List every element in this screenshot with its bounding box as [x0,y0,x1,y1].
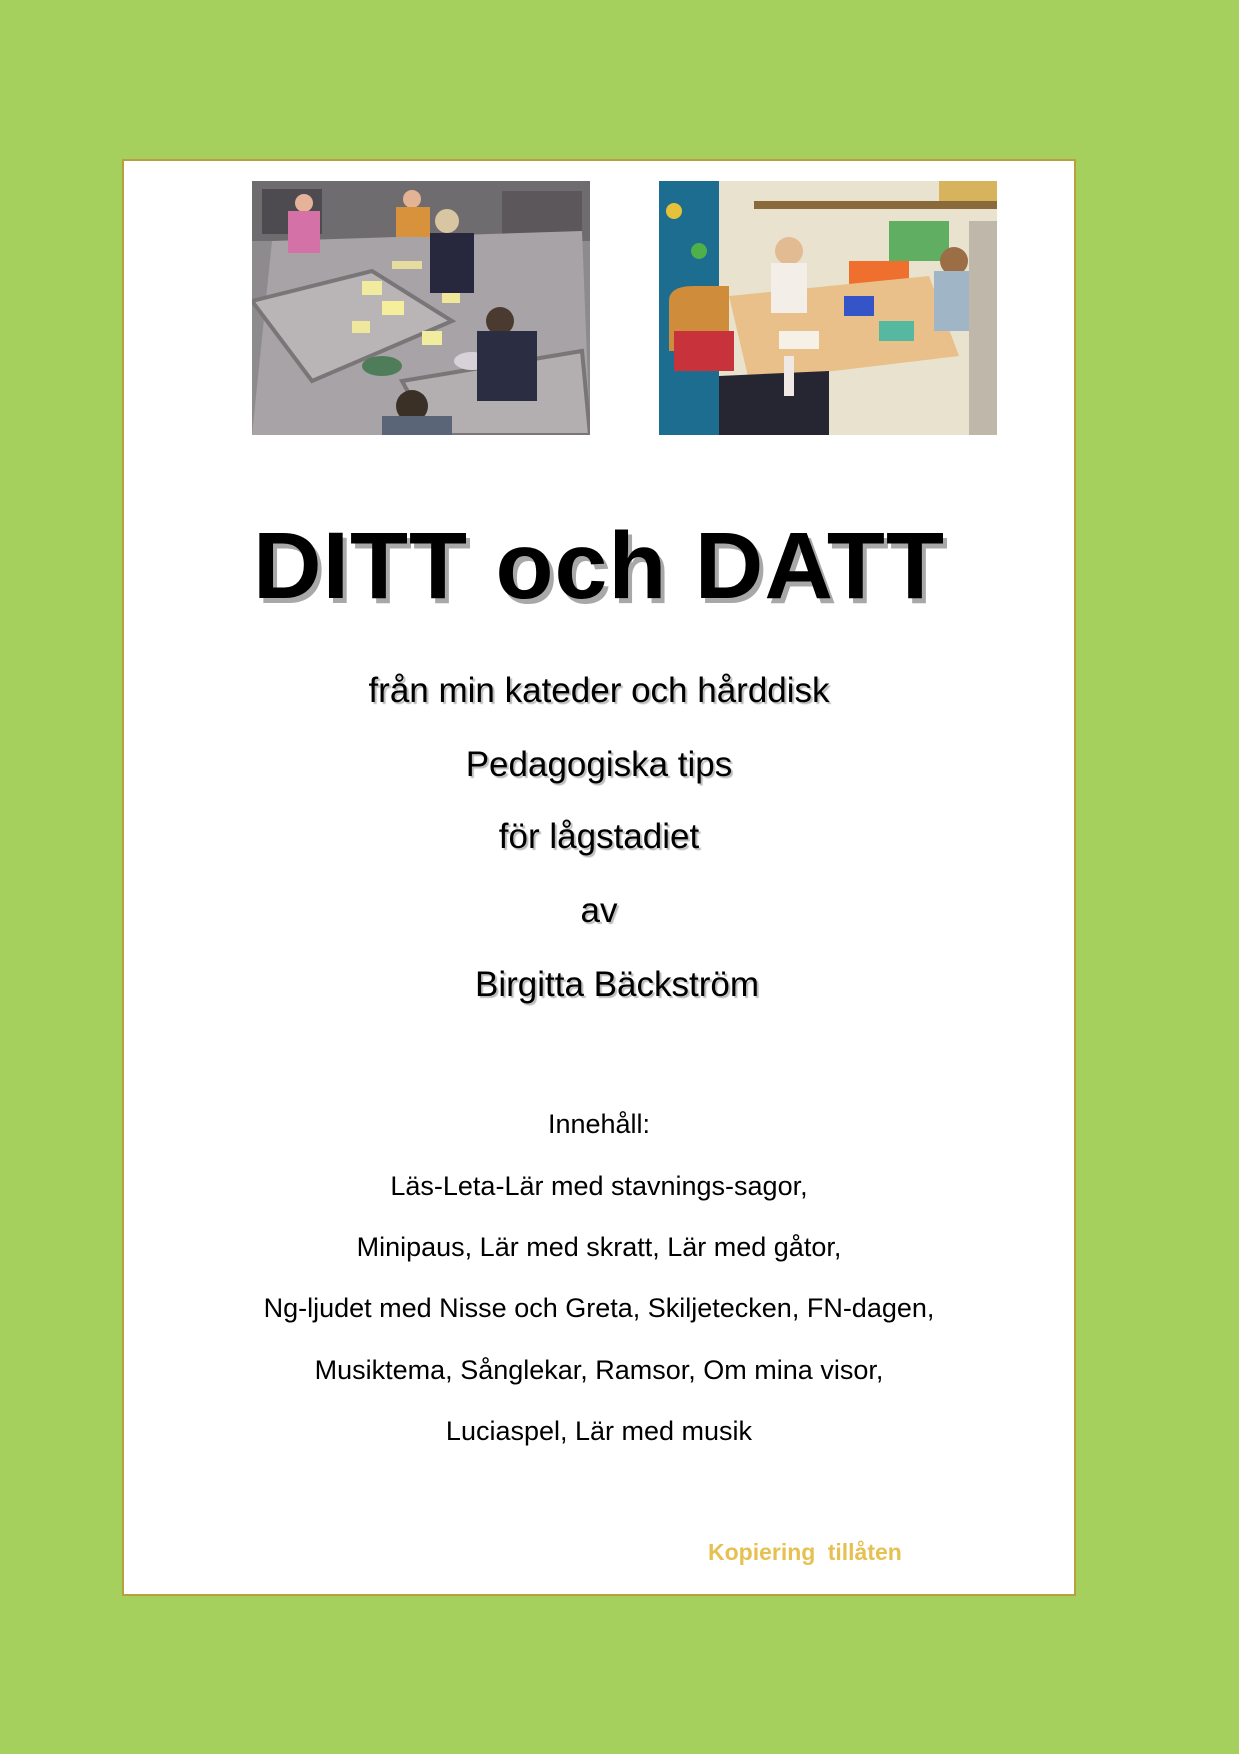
contents-line: Läs-Leta-Lär med stavnings-sagor, [390,1171,808,1201]
subtitle-line-2: Pedagogiska tips [465,745,733,784]
subtitle-line-4: av [580,891,618,930]
photo-children-at-table [659,181,997,435]
subtitle-line-1: från min kateder och hårddisk [368,671,830,710]
author-name: Birgitta Bäckström [475,965,759,1004]
contents-line: Ng-ljudet med Nisse och Greta, Skiljetecken, FN-dagen, [263,1293,935,1323]
contents-line: Luciaspel, Lär med musik [445,1416,753,1446]
photo-children-on-floor [252,181,590,435]
copyright-notice: Kopiering tillåten [708,1539,902,1565]
contents-line: Minipaus, Lär med skratt, Lär med gåtor, [356,1232,842,1262]
contents-line: Musiktema, Sånglekar, Ramsor, Om mina visor, [314,1355,884,1385]
subtitle-line-3: för lågstadiet [498,817,700,856]
contents-heading: Innehåll: [547,1109,651,1139]
document-title: DITT och DATT [253,513,945,619]
cover-page [122,159,1076,1596]
